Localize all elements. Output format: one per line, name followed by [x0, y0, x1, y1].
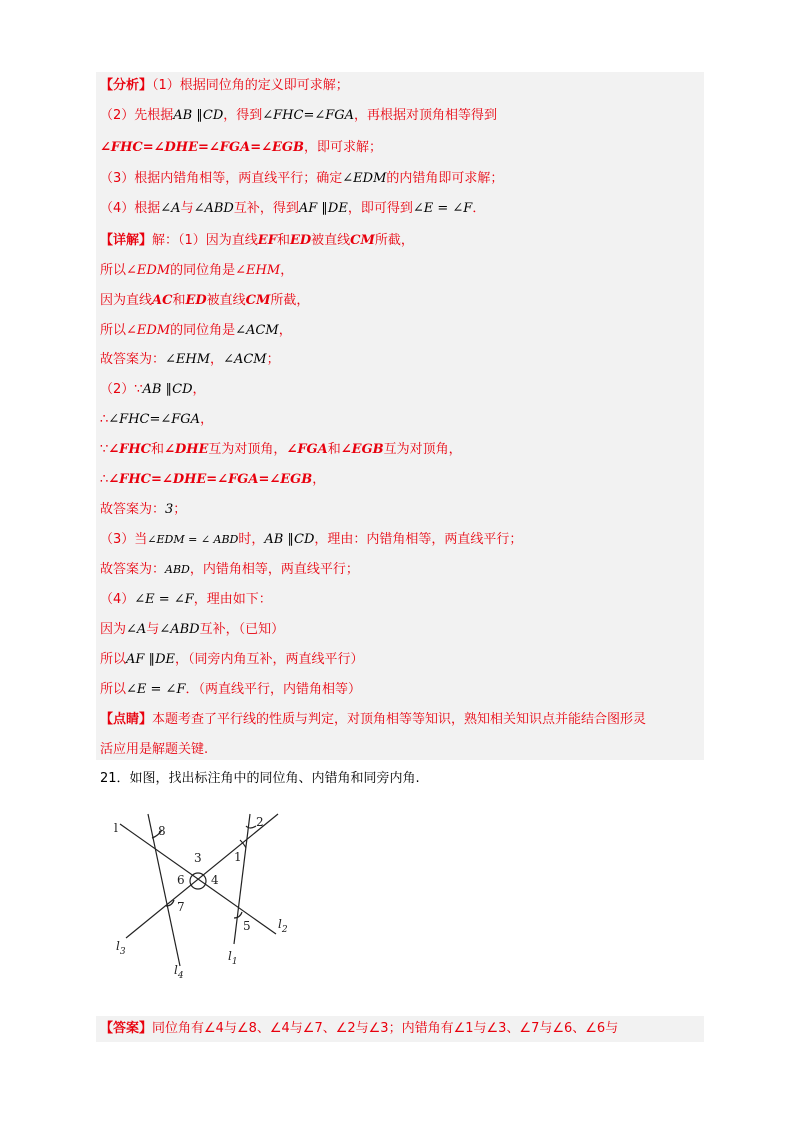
geometry-figure [100, 806, 310, 996]
detail-line-7: ∴∠FHC=∠FGA， [100, 412, 214, 427]
detail-tag: 【详解】 [100, 233, 153, 248]
detail-line-14: 因为∠A与∠ABD互补，（已知） [100, 622, 285, 637]
label-l2: $l_2$ [278, 917, 288, 935]
angle-4: 4 [211, 873, 219, 887]
angle-7: 7 [177, 900, 185, 914]
detail-line-15: 所以AF ∥DE，（同旁内角互补，两直线平行） [100, 652, 364, 667]
analysis-line-3: ∠FHC=∠DHE=∠FGA=∠EGB，即可求解； [100, 140, 383, 155]
angle-1: 1 [234, 850, 242, 864]
analysis-line-4: （3）根据内错角相等，两直线平行；确定∠EDM的内错角即可求解； [100, 171, 504, 186]
analysis-tag: 【分析】 [100, 78, 153, 93]
comment-line-2: 活应用是解题关键. [100, 742, 209, 757]
detail-line-13: （4）∠E = ∠F，理由如下： [100, 592, 272, 607]
comment-tag: 【点睛】 [100, 712, 153, 727]
detail-line-9: ∴∠FHC=∠DHE=∠FGA=∠EGB， [100, 472, 326, 487]
detail-line-2: 所以∠EDM的同位角是∠EHM， [100, 263, 294, 278]
detail-line-12: 故答案为：ABD，内错角相等，两直线平行； [100, 562, 359, 577]
detail-line-8: ∵∠FHC和∠DHE互为对顶角，∠FGA和∠EGB互为对顶角， [100, 442, 462, 457]
angle-3: 3 [194, 851, 202, 865]
comment-line-1: 【点睛】本题考查了平行线的性质与判定，对顶角相等等知识，熟知相关知识点并能结合图形灵 [100, 712, 647, 727]
analysis-line-2: （2）先根据AB ∥CD，得到∠FHC=∠FGA，再根据对顶角相等得到 [100, 108, 498, 123]
label-l: l [114, 821, 118, 835]
angle-arc-2 [246, 826, 256, 828]
label-l3: $l_3$ [116, 939, 126, 957]
angle-arc-center [190, 873, 206, 889]
detail-line-11: （3）当∠EDM = ∠ ABD时，AB ∥CD，理由：内错角相等，两直线平行； [100, 532, 523, 547]
analysis-line-5: （4）根据∠A与∠ABD互补，得到AF ∥DE，即可得到∠E = ∠F． [100, 201, 486, 216]
detail-line-4: 所以∠EDM的同位角是∠ACM， [100, 323, 292, 338]
detail-line-10: 故答案为：3； [100, 502, 187, 517]
angle-6: 6 [177, 873, 185, 887]
answer-line: 【答案】同位角有∠4与∠8、∠4与∠7、∠2与∠3；内错角有∠1与∠3、∠7与∠6、∠6与 [100, 1021, 619, 1036]
detail-line-16: 所以∠E = ∠F．（两直线平行，内错角相等） [100, 682, 361, 697]
label-l4: $l_4$ [174, 963, 184, 981]
detail-line-3: 因为直线AC和ED被直线CM所截， [100, 293, 310, 308]
analysis-line-1: 【分析】（1）根据同位角的定义即可求解； [100, 78, 349, 93]
detail-line-6: （2）∵AB ∥CD， [100, 382, 206, 397]
question-text: 21．如图，找出标注角中的同位角、内错角和同旁内角. [100, 771, 420, 786]
detail-line-5: 故答案为：∠EHM，∠ACM； [100, 352, 280, 367]
detail-line-1: 【详解】解：（1）因为直线EF和ED被直线CM所截， [100, 233, 414, 248]
angle-5: 5 [243, 919, 251, 933]
answer-tag: 【答案】 [100, 1021, 153, 1036]
label-l1: $l_1$ [228, 949, 238, 967]
angle-2: 2 [256, 815, 264, 829]
angle-8: 8 [158, 824, 166, 838]
